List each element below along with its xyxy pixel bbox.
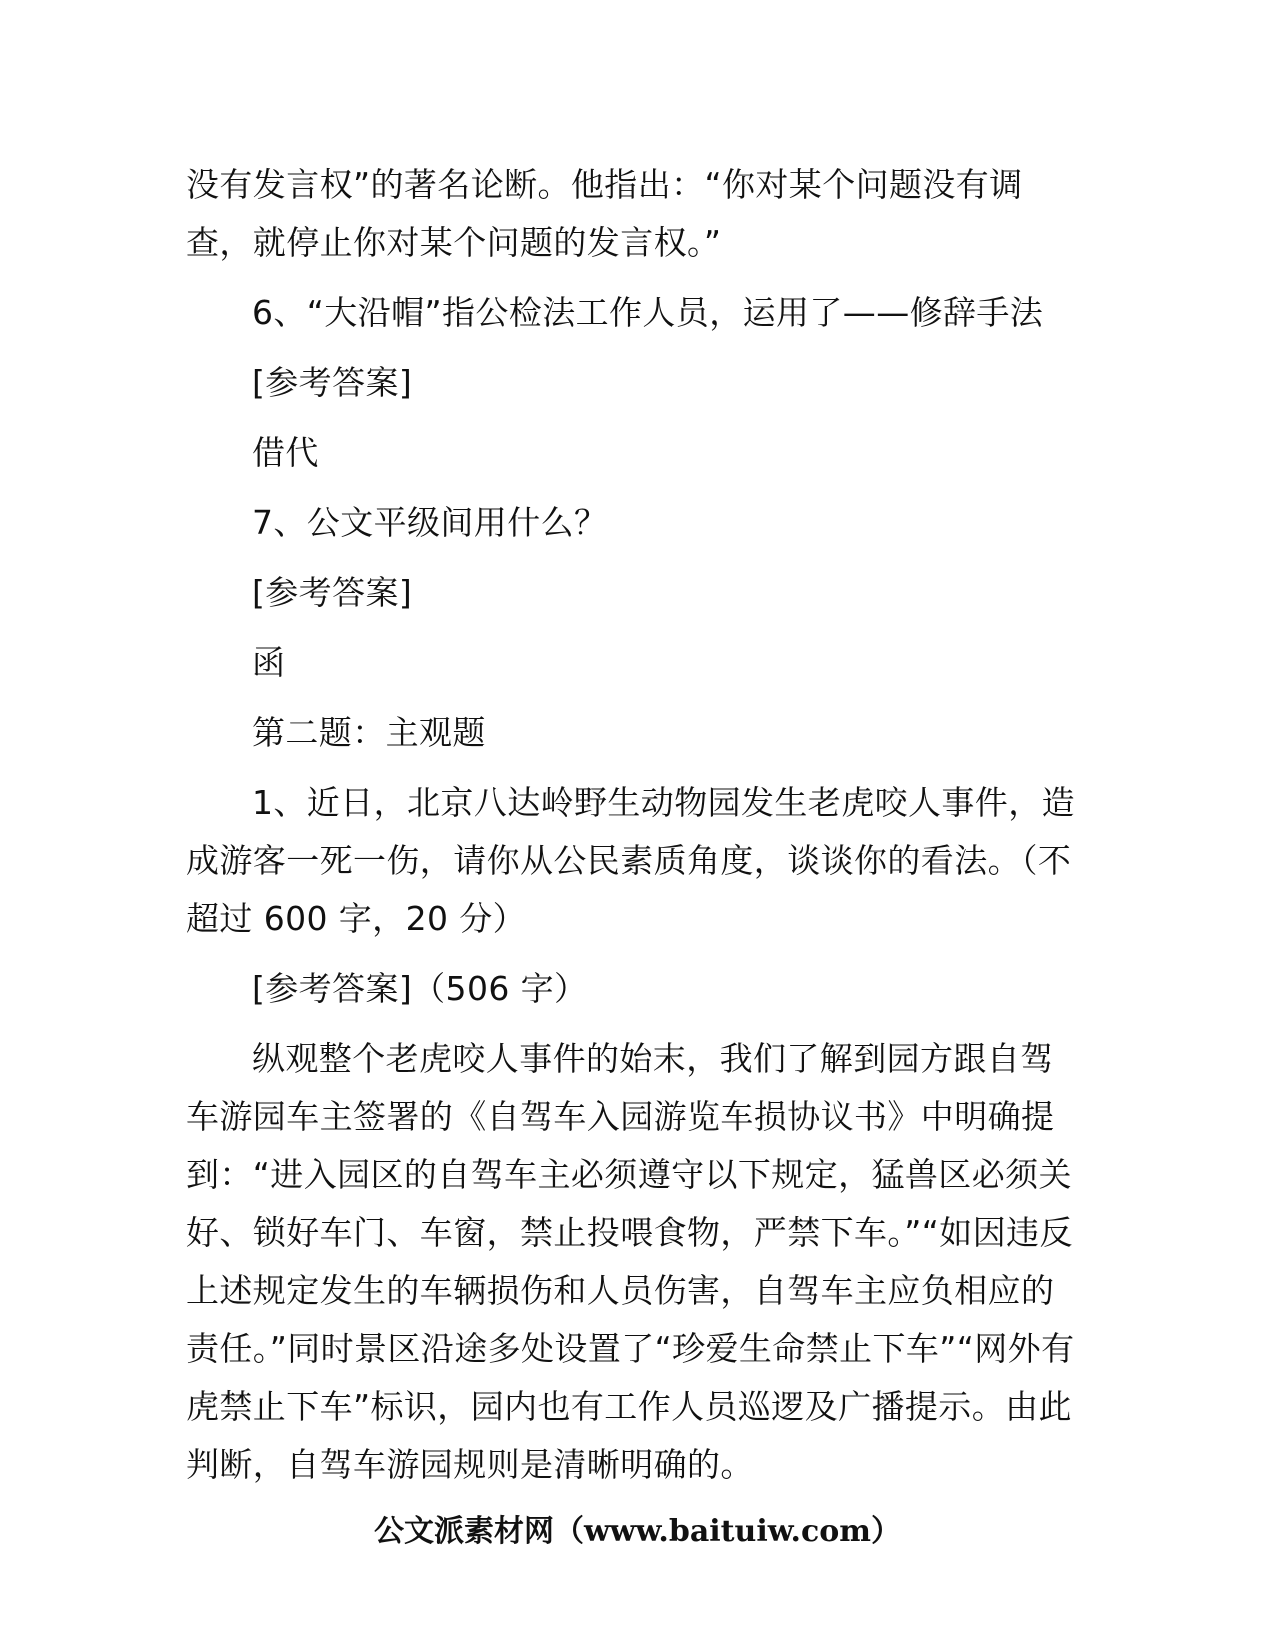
answer-label-6: [参考答案] [252, 363, 413, 402]
paragraph-quote-continuation: 没有发言权”的著名论断。他指出：“你对某个问题没有调查，就停止你对某个问题的发言权。” [186, 165, 1023, 262]
document-body [186, 156, 1086, 1506]
answer-7: 函 [252, 643, 286, 682]
subjective-question-1: 1、近日，北京八达岭野生动物园发生老虎咬人事件，造成游客一死一伤，请你从公民素质角度，谈谈你的看法。（不超过 600 字，20 分） [186, 783, 1075, 938]
answer-paragraph: 纵观整个老虎咬人事件的始末，我们了解到园方跟自驾车游园车主签署的《自驾车入园游览车损协议书》中明确提到：“进入园区的自驾车主必须遵守以下规定，猛兽区必须关好、锁好车门、车窗，禁止投喂食物，严禁下车。”“如因违反上述规定发生的车辆损伤和人员伤害，自驾车主应负相应的责任。”同时景区沿途多处设置了“珍爱生命禁止下车”“网外有虎禁止下车”标识，园内也有工作人员巡逻及广播提示。由此判断，自驾车游园规则是清晰明确的。 [186, 1039, 1075, 1484]
question-7: 7、公文平级间用什么？ [252, 503, 608, 542]
answer-label-subjective-1: [参考答案]（506 字） [252, 969, 588, 1008]
question-6: 6、“大沿帽”指公检法工作人员，运用了——修辞手法 [252, 293, 1044, 332]
answer-6: 借代 [252, 433, 319, 472]
section-heading: 第二题：主观题 [252, 713, 486, 752]
footer-watermark: 公文派素材网（www.baituiw.com） [373, 1514, 902, 1549]
answer-label-7: [参考答案] [252, 573, 413, 612]
